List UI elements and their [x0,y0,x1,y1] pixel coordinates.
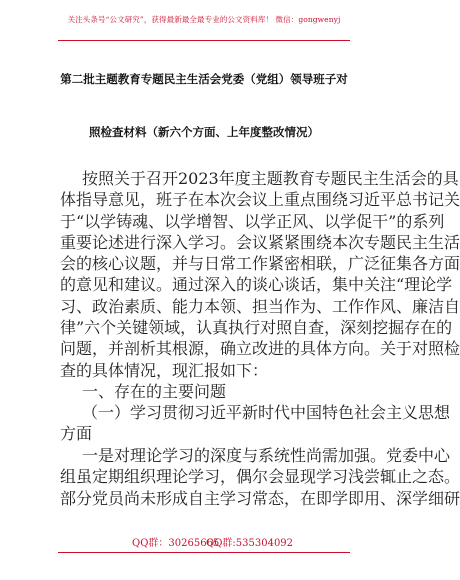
text-line: 按照关于召开2023年度主题教育专题民主生活会的具 [82,169,459,188]
text-line: 律”六个关键领域，认真执行对照自查，深刻挖掘存在的 [60,318,453,338]
subsection-heading [60,402,451,445]
header-divider [58,40,350,41]
text-line: 组虽定期组织理论学习，偶尔会显现学习浅尝辄止之态。 [60,467,460,487]
footer-qq-group-2: QQ群:535304092 [206,538,294,549]
intro-paragraph [60,168,460,381]
body-paragraph [60,445,460,509]
text-line: 于“以学铸魂、以学增智、以学正风、以学促干”的系列 [60,211,445,231]
text-line: 的意见和建议。通过深入的谈心谈话，集中关注“理论学 [60,275,453,295]
text-line: 会的核心议题，并与日常工作紧密相联，广泛征集各方面 [60,254,460,274]
subsection-heading-line: （一）学习贯彻习近平新时代中国特色社会主义思想 [82,403,451,422]
footer-qq-group-1: QQ群：30265665 [132,538,220,549]
text-line: 查的具体情况，现汇报如下： [60,360,269,380]
text-line: 体指导意见，班子在本次会议上重点围绕习近平总书记关 [60,190,460,210]
text-line: 部分党员尚未形成自主学习常态，在即学即用、深学细研 [60,488,460,508]
text-line: 重要论述进行深入学习。会议紧紧围绕本次专题民主生活 [60,232,460,252]
document-title-line-2: 照检查材料（新六个方面、上年度整改情况） [89,125,319,139]
footer-divider [58,552,350,553]
section-heading-text: 一、存在的主要问题 [82,382,227,401]
section-heading [60,381,358,402]
text-line: 一是对理论学习的深度与系统性尚需加强。党委中心 [82,446,451,465]
subsection-heading-line: 方面 [60,424,93,444]
text-line: 问题，并剖析其根源，确立改进的具体方向。关于对照检 [60,339,460,359]
document-title-line-1: 第二批主题教育专题民主生活会党委（党组）领导班子对 [60,72,348,86]
promo-banner: 关注头条号“公文研究”，获得最新最全最专业的公文资料库！ 微信：gongwenyj [67,15,341,24]
text-line: 习、政治素质、能力本领、担当作为、工作作风、廉洁自 [60,296,460,316]
